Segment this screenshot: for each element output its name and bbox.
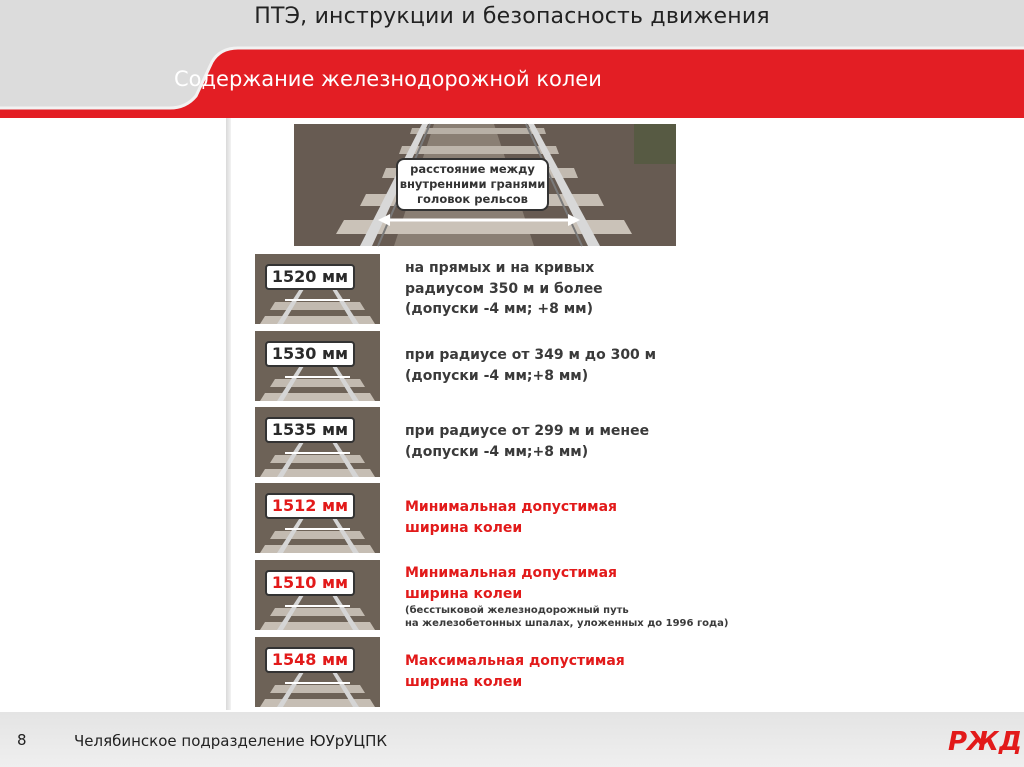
gauge-description: [405, 345, 735, 386]
gauge-description: [405, 497, 735, 538]
svg-text:РЖД: РЖД: [948, 727, 1023, 757]
gauge-row-1535: [255, 407, 735, 477]
callout-label: [396, 158, 549, 211]
gauge-badge: 1530 мм: [265, 341, 355, 367]
description-line: ширина колеи: [405, 585, 523, 602]
track-thumbnail: [255, 483, 380, 553]
callout-line: внутренними гранями: [399, 177, 546, 191]
gauge-description: [405, 651, 735, 692]
gauge-badge: 1510 мм: [265, 570, 355, 596]
description-line: Минимальная допустимая: [405, 565, 618, 581]
description-note: на железобетонных шпалах, уложенных до 1996 года): [405, 618, 729, 629]
description-note: (бесстыковой железнодорожный путь: [405, 605, 629, 616]
description-line: при радиусе от 349 м до 300 м: [405, 347, 657, 363]
callout-line: расстояние между: [410, 162, 535, 176]
rzd-logo-icon: [946, 726, 1023, 757]
description-line: (допуски -4 мм; +8 мм): [405, 301, 594, 317]
description-line: радиусом 350 м и более: [405, 280, 603, 297]
description-line: на прямых и на кривых: [405, 260, 595, 276]
gauge-row-1530: [255, 331, 735, 401]
callout-line: головок рельсов: [417, 192, 528, 206]
gauge-row-1520: [255, 254, 735, 324]
gauge-row-1512: [255, 483, 735, 553]
description-line: при радиусе от 299 м и менее: [405, 423, 650, 439]
gauge-badge: 1512 мм: [265, 493, 355, 519]
gauge-badge: 1520 мм: [265, 264, 355, 290]
slide-subtitle: Содержание железнодорожной колеи: [174, 67, 602, 91]
track-thumbnail: [255, 407, 380, 477]
track-thumbnail: [255, 637, 380, 707]
slide-footer: [0, 712, 1024, 767]
description-line: ширина колеи: [405, 519, 523, 536]
slide-title: ПТЭ, инструкции и безопасность движения: [254, 4, 770, 29]
track-thumbnail: [255, 331, 380, 401]
track-thumbnail: [255, 254, 380, 324]
gauge-description: [405, 563, 735, 630]
organization-name: Челябинское подразделение ЮУрУЦПК: [74, 732, 387, 750]
gauge-row-1548: [255, 637, 735, 707]
track-thumbnail: [255, 560, 380, 630]
gauge-description: [405, 421, 735, 462]
description-line: Минимальная допустимая: [405, 499, 618, 515]
slide-header: [0, 0, 1024, 118]
page-number: 8: [17, 731, 27, 749]
description-line: ширина колеи: [405, 673, 523, 690]
gauge-badge: 1535 мм: [265, 417, 355, 443]
gauge-row-1510: [255, 560, 735, 630]
gauge-badge: 1548 мм: [265, 647, 355, 673]
description-line: Максимальная допустимая: [405, 653, 625, 669]
vertical-divider: [226, 118, 231, 710]
description-line: (допуски -4 мм;+8 мм): [405, 367, 589, 384]
gauge-description: [405, 258, 735, 320]
description-line: (допуски -4 мм;+8 мм): [405, 443, 589, 460]
